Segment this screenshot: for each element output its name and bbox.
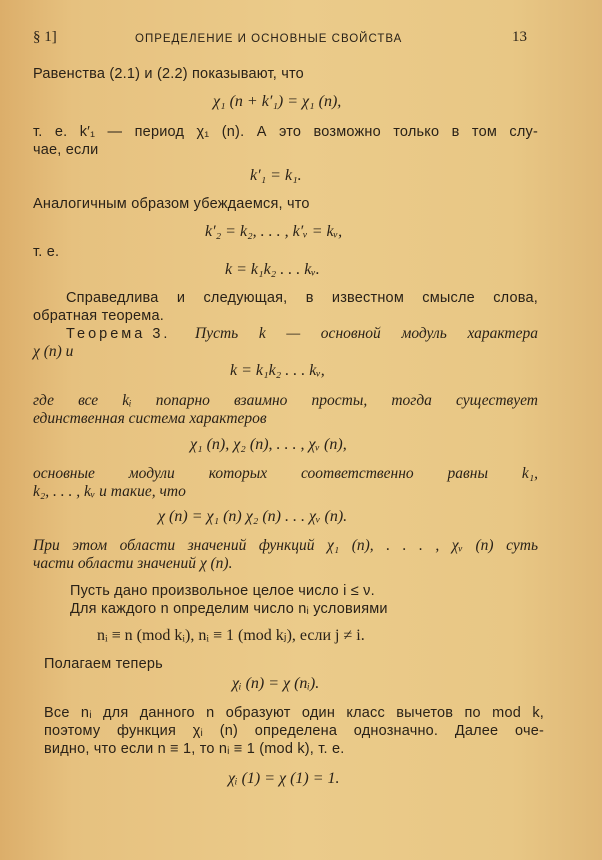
theorem-text: При этом области значений функций χ₁ (n), . . . , χᵥ (n) суть	[33, 537, 538, 554]
paragraph-line: видно, что если n ≡ 1, то nᵢ ≡ 1 (mod k), т. е.	[44, 741, 345, 757]
formula: k = k₁k₂ . . . kᵥ.	[225, 261, 320, 278]
formula: χ (n) = χ₁ (n) χ₂ (n) . . . χᵥ (n).	[158, 508, 348, 525]
formula: k = k₁k₂ . . . kᵥ,	[230, 362, 325, 379]
paragraph-line: т. е. k′₁ — период χ₁ (n). А это возможно только в том слу-	[33, 124, 538, 140]
paragraph-line: обратная теорема.	[33, 308, 164, 324]
paragraph-line: Пусть дано произвольное целое число i ≤ ν.	[70, 583, 375, 599]
section-marker: § 1]	[33, 29, 57, 45]
theorem-text: единственная система характеров	[33, 410, 267, 427]
formula: k′₂ = k₂, . . . , k′ᵥ = kᵥ,	[205, 223, 343, 240]
paragraph-line: Для каждого n определим число nᵢ условиями	[70, 601, 388, 617]
paragraph-line: чае, если	[33, 142, 99, 158]
theorem-text: части области значений χ (n).	[33, 555, 233, 572]
paragraph-line: Аналогичным образом убеждаемся, что	[33, 196, 310, 212]
formula: nᵢ ≡ n (mod kᵢ), nᵢ ≡ 1 (mod kⱼ), если j ≠ i.	[97, 627, 365, 644]
paragraph-line: Полагаем теперь	[44, 656, 163, 672]
theorem-text: k₂, . . . , kᵥ и такие, что	[33, 483, 186, 500]
formula: χᵢ (1) = χ (1) = 1.	[228, 770, 340, 787]
paragraph-line: поэтому функция χᵢ (n) определена однозначно. Далее оче-	[44, 723, 544, 739]
paragraph-line: т. е.	[33, 244, 60, 260]
formula: χᵢ (n) = χ (nᵢ).	[232, 675, 320, 692]
theorem-text: основные модули которых соответственно равны k₁,	[33, 465, 538, 482]
paragraph-line: Справедлива и следующая, в известном смысле слова,	[66, 290, 538, 306]
formula: k′₁ = k₁.	[250, 167, 302, 184]
theorem-label: Теорема 3.	[66, 326, 171, 342]
theorem-text: где все kᵢ попарно взаимно просты, тогда существует	[33, 392, 538, 409]
paragraph-line: Равенства (2.1) и (2.2) показывают, что	[33, 66, 304, 82]
paragraph-line: Все nᵢ для данного n образуют один класс вычетов по mod k,	[44, 705, 544, 721]
formula: χ₁ (n), χ₂ (n), . . . , χᵥ (n),	[190, 436, 347, 453]
running-title: ОПРЕДЕЛЕНИЕ И ОСНОВНЫЕ СВОЙСТВА	[135, 33, 403, 45]
theorem-text: Пусть k — основной модуль характера	[195, 325, 538, 342]
theorem-text: χ (n) и	[33, 343, 74, 360]
page-number: 13	[512, 29, 527, 45]
formula: χ₁ (n + k′₁) = χ₁ (n),	[213, 93, 342, 110]
